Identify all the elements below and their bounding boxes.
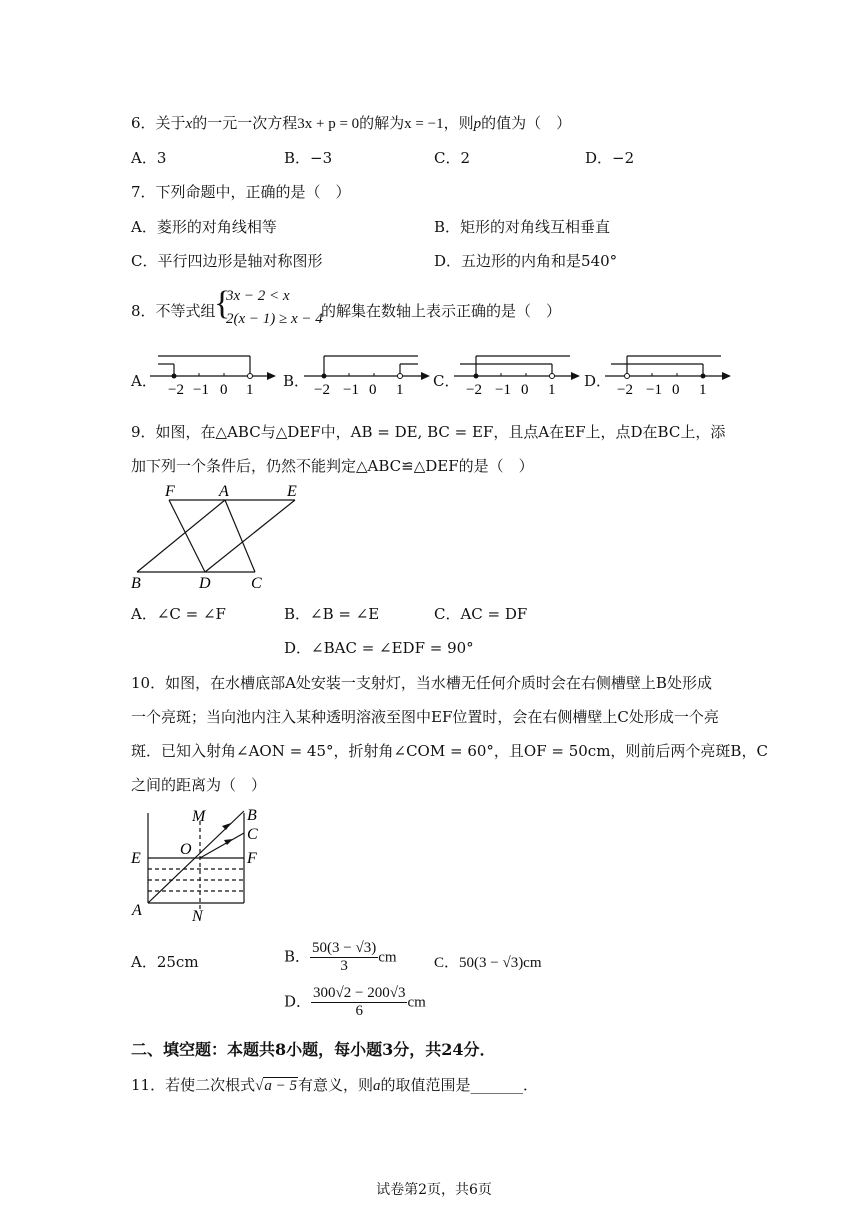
tick-label: −1 <box>495 382 511 398</box>
tick-label: −2 <box>466 382 482 398</box>
q6-stem: 6．关于x的一元一次方程3x + p = 0的解为x = −1，则p的值为（ ） <box>131 114 572 132</box>
q10-stem-line-4: 之间的距离为（ ） <box>131 776 267 794</box>
tick-label: 0 <box>521 382 529 398</box>
q8-stem-prefix: 8．不等式组 <box>131 302 216 320</box>
q6-option-c: C．2 <box>434 149 471 167</box>
q8-option-d-label: D． <box>584 372 612 390</box>
point-label-b: B <box>131 575 141 592</box>
tick-label: −2 <box>314 382 330 398</box>
point-label-f: F <box>165 483 175 500</box>
point-label-c: C <box>251 575 262 592</box>
q8-option-c-label: C． <box>433 372 460 390</box>
q8-brace: { <box>214 285 231 322</box>
page-footer: 试卷第2页，共6页 <box>376 1182 492 1198</box>
tick-label: 1 <box>699 382 707 398</box>
point-label-n: N <box>192 908 203 925</box>
point-label-o: O <box>180 841 192 858</box>
q10-figure-water-tank <box>128 803 268 925</box>
point-label-c: C <box>247 826 258 843</box>
q10-stem-line-3: 斑．已知入射角∠AON = 45°，折射角∠COM = 60°，且OF = 50cm，则前后两个亮斑B，C <box>131 742 768 760</box>
tick-label: 0 <box>220 382 228 398</box>
tick-label: 1 <box>548 382 556 398</box>
tick-label: −1 <box>343 382 359 398</box>
q10-option-a: A．25cm <box>131 953 199 971</box>
point-label-e: E <box>131 850 141 867</box>
q9-figure-parallelograms <box>125 480 305 592</box>
denominator: 3 <box>340 958 348 974</box>
point-label-m: M <box>192 808 206 825</box>
q9-stem-line-1: 9．如图，在△ABC与△DEF中，AB = DE, BC = EF，且点A在EF上，点D在BC上，添 <box>131 423 726 441</box>
q6-option-b: B．−3 <box>284 149 333 167</box>
q8-option-a-label: A． <box>131 372 157 390</box>
option-letter: B． <box>284 947 311 966</box>
tick-label: 1 <box>396 382 404 398</box>
q8-number-line-b <box>300 348 434 398</box>
q9-option-b: B．∠B = ∠E <box>284 605 380 623</box>
q9-stem-line-2: 加下列一个条件后，仍然不能判定△ABC≌△DEF的是（ ） <box>131 457 534 475</box>
q7-option-d: D．五边形的内角和是540° <box>434 252 618 270</box>
numerator: 300√2 − 200√3 <box>313 985 406 1001</box>
point-label-e: E <box>287 483 297 500</box>
q8-stem-suffix: 的解集在数轴上表示正确的是（ ） <box>321 302 562 320</box>
fraction <box>310 940 378 975</box>
q8-inequality-1: 3x − 2 < x <box>226 288 290 304</box>
q10-stem-line-2: 一个亮斑；当向池内注入某种透明溶液至图中EF位置时，会在右侧槽壁上C处形成一个亮 <box>131 708 719 726</box>
point-label-a: A <box>219 483 229 500</box>
tick-label: −1 <box>646 382 662 398</box>
tick-label: 0 <box>369 382 377 398</box>
tick-label: −1 <box>193 382 209 398</box>
q7-option-b: B．矩形的对角线互相垂直 <box>434 218 611 236</box>
unit: cm <box>378 949 397 966</box>
unit: cm <box>407 994 426 1011</box>
q11-stem: 11．若使二次根式√a − 5有意义，则a的取值范围是_______． <box>131 1076 538 1094</box>
q10-option-c: C．50(3 − √3)cm <box>434 955 542 971</box>
q9-option-a: A．∠C = ∠F <box>131 605 226 623</box>
denominator: 6 <box>355 1003 363 1019</box>
numerator: 50(3 − √3) <box>312 940 377 956</box>
fraction <box>311 985 407 1020</box>
tick-label: −2 <box>617 382 633 398</box>
q6-option-d: D．−2 <box>585 149 635 167</box>
q7-stem: 7．下列命题中，正确的是（ ） <box>131 183 351 201</box>
point-label-f: F <box>247 850 257 867</box>
q9-option-c: C．AC = DF <box>434 605 528 623</box>
q8-inequality-2: 2(x − 1) ≥ x − 4 <box>226 311 323 327</box>
q10-option-d <box>284 985 426 1020</box>
point-label-d: D <box>199 575 211 592</box>
q8-number-line-c <box>450 348 584 398</box>
q6-option-a: A．3 <box>131 149 167 167</box>
tick-label: 0 <box>672 382 680 398</box>
q7-option-a: A．菱形的对角线相等 <box>131 218 277 236</box>
q8-number-line-a <box>146 348 280 398</box>
q7-option-c: C．平行四边形是轴对称图形 <box>131 252 323 270</box>
point-label-b: B <box>247 807 257 824</box>
q9-option-d: D．∠BAC = ∠EDF = 90° <box>284 639 474 657</box>
tick-label: −2 <box>168 382 184 398</box>
q8-number-line-d <box>601 348 735 398</box>
q8-option-b-label: B． <box>283 372 310 390</box>
option-letter: D． <box>284 992 312 1011</box>
tick-label: 1 <box>246 382 254 398</box>
point-label-a: A <box>132 902 142 919</box>
q10-option-b <box>284 940 397 975</box>
q10-stem-line-1: 10．如图，在水槽底部A处安装一支射灯，当水槽无任何介质时会在右侧槽壁上B处形成 <box>131 674 712 692</box>
section-2-heading: 二、填空题：本题共8小题，每小题3分，共24分． <box>131 1040 496 1059</box>
